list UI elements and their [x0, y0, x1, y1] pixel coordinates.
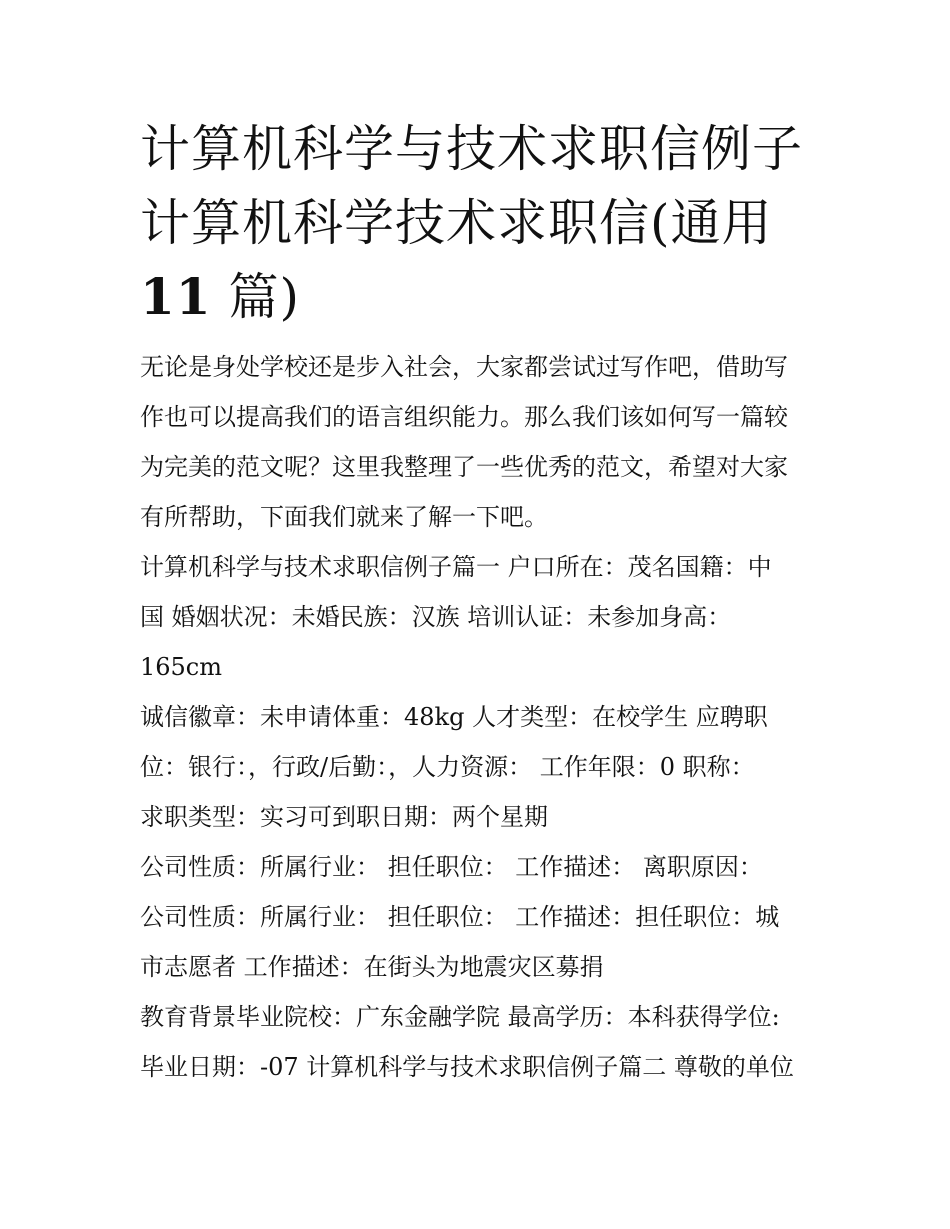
title-line-2: 计算机科学技术求职信(通用: [140, 194, 773, 252]
text-line: 国 婚姻状况：未婚民族：汉族 培训认证：未参加身高：: [140, 603, 732, 631]
document-page: [140, 112, 820, 1092]
text-line: 位：银行：，行政/后勤：，人力资源： 工作年限：0 职称：: [140, 753, 755, 781]
document-body: [140, 342, 820, 1092]
text-line: 市志愿者 工作描述：在街头为地震灾区募捐: [140, 953, 604, 981]
text-line: 165cm: [140, 653, 223, 681]
text-line: 教育背景毕业院校：广东金融学院 最高学历：本科获得学位:: [140, 1003, 780, 1031]
title-suffix: 篇): [211, 268, 300, 326]
job-intent-paragraph: [140, 692, 820, 842]
work-experience-paragraph: [140, 842, 820, 892]
text-line: 计算机科学与技术求职信例子篇一 户口所在：茂名国籍：中: [140, 553, 772, 581]
text-line: 为完美的范文呢？这里我整理了一些优秀的范文，希望对大家: [140, 453, 788, 481]
title-line-1: 计算机科学与技术求职信例子: [140, 120, 803, 178]
text-line: 有所帮助，下面我们就来了解一下吧。: [140, 503, 548, 531]
intro-paragraph: [140, 342, 820, 542]
title-line-3: [140, 260, 820, 334]
personal-info-paragraph: [140, 542, 820, 692]
title-count: 11: [140, 267, 212, 326]
text-line: 公司性质：所属行业： 担任职位： 工作描述：担任职位：城: [140, 903, 780, 931]
education-paragraph: [140, 992, 820, 1092]
document-title: [140, 112, 820, 334]
text-line: 毕业日期：-07 计算机科学与技术求职信例子篇二 尊敬的单位: [140, 1053, 794, 1081]
text-line: 作也可以提高我们的语言组织能力。那么我们该如何写一篇较: [140, 403, 788, 431]
text-line: 求职类型：实习可到职日期：两个星期: [140, 803, 548, 831]
text-line: 诚信徽章：未申请体重：48kg 人才类型：在校学生 应聘职: [140, 703, 768, 731]
text-line: 公司性质：所属行业： 担任职位： 工作描述： 离职原因：: [140, 853, 763, 881]
volunteer-paragraph: [140, 892, 820, 992]
text-line: 无论是身处学校还是步入社会，大家都尝试过写作吧，借助写: [140, 353, 788, 381]
